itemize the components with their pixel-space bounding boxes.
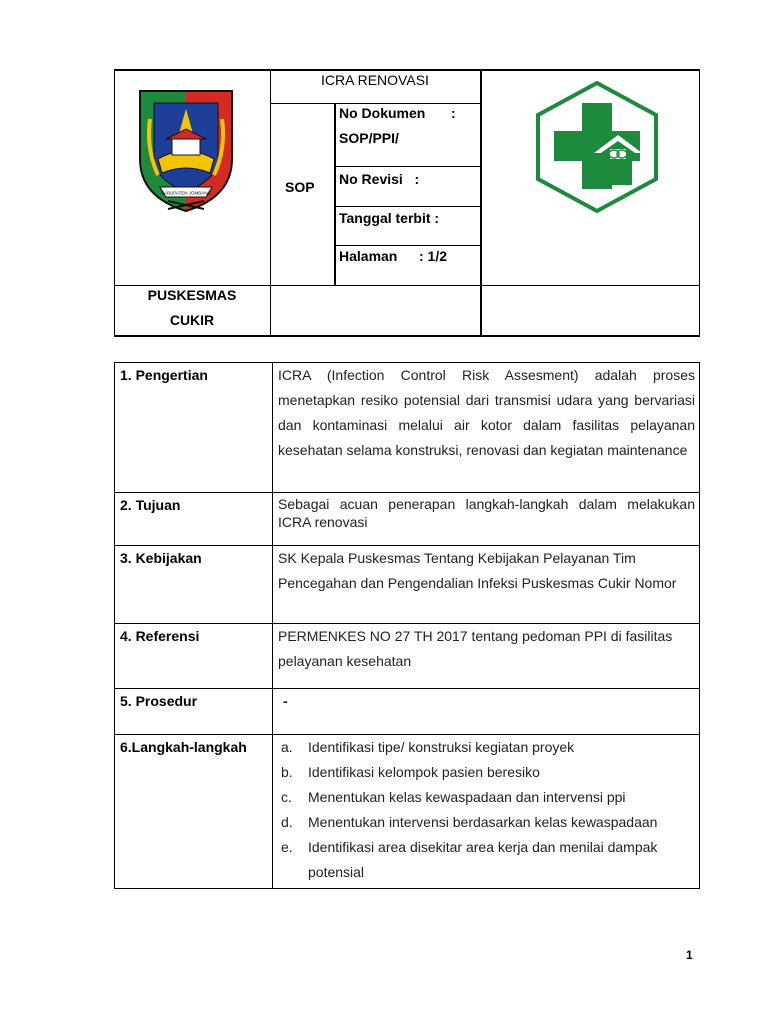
section-row-pengertian bbox=[115, 363, 700, 493]
halaman-value: : 1/2 bbox=[419, 248, 448, 264]
puskesmas-logo bbox=[532, 79, 662, 214]
page-number: 1 bbox=[686, 948, 693, 962]
no-dokumen-separator: : bbox=[451, 105, 456, 121]
sop-content-table bbox=[114, 362, 700, 889]
no-dokumen-label: No Dokumen bbox=[339, 105, 426, 121]
section-label: 6.Langkah-langkah bbox=[115, 735, 273, 889]
list-item: a. Identifikasi tipe/ konstruksi kegiatan proyek bbox=[281, 739, 575, 755]
sop-header-table bbox=[114, 69, 700, 337]
section-label: 3. Kebijakan bbox=[115, 546, 273, 624]
document-title: ICRA RENOVASI bbox=[321, 72, 429, 88]
tanggal-terbit-field: Tanggal terbit : bbox=[339, 210, 440, 226]
section-row-langkah bbox=[115, 735, 700, 889]
organization-name-line-1: PUSKESMAS bbox=[147, 287, 237, 303]
section-row-tujuan bbox=[115, 493, 700, 546]
document-type: SOP bbox=[285, 179, 315, 195]
section-row-referensi bbox=[115, 624, 700, 689]
section-text: PERMENKES NO 27 TH 2017 tentang pedoman PPI di fasilitas pelayanan kesehatan bbox=[273, 624, 700, 689]
steps-list bbox=[278, 735, 695, 885]
no-dokumen-value: SOP/PPI/ bbox=[339, 130, 399, 146]
section-label: 5. Prosedur bbox=[115, 689, 273, 735]
section-label: 1. Pengertian bbox=[115, 363, 273, 493]
section-text: SK Kepala Puskesmas Tentang Kebijakan Pelayanan Tim Pencegahan dan Pengendalian Infeksi Puskesmas Cukir Nomor bbox=[273, 546, 700, 624]
halaman-label: Halaman bbox=[339, 248, 398, 264]
section-row-prosedur bbox=[115, 689, 700, 735]
section-text: Sebagai acuan penerapan langkah-langkah dalam melakukan ICRA renovasi bbox=[273, 493, 700, 546]
list-item: d. Menentukan intervensi berdasarkan kelas kewaspadaan bbox=[281, 814, 658, 830]
list-item: b. Identifikasi kelompok pasien beresiko bbox=[281, 764, 540, 780]
list-item: c. Menentukan kelas kewaspadaan dan intervensi ppi bbox=[281, 789, 626, 805]
section-row-kebijakan bbox=[115, 546, 700, 624]
kabupaten-jombang-crest-logo bbox=[136, 89, 236, 214]
section-text: - bbox=[273, 689, 700, 735]
section-text: ICRA (Infection Control Risk Assesment) adalah proses menetapkan resiko potensial dari transmisi udara yang bervariasi dan kontaminasi melalui air kotor dalam fasilitas pelayanan kesehatan selama konstruksi, renovasi dan kegiatan maintenance bbox=[273, 363, 700, 493]
section-label: 4. Referensi bbox=[115, 624, 273, 689]
organization-name-line-2: CUKIR bbox=[169, 312, 215, 328]
crest-banner-text: KABUPATEN JOMBANG bbox=[160, 190, 212, 196]
no-revisi-field: No Revisi : bbox=[339, 171, 420, 187]
section-label: 2. Tujuan bbox=[115, 493, 273, 546]
list-item: e. Identifikasi area disekitar area kerja dan menilai dampak potensial bbox=[281, 839, 658, 880]
